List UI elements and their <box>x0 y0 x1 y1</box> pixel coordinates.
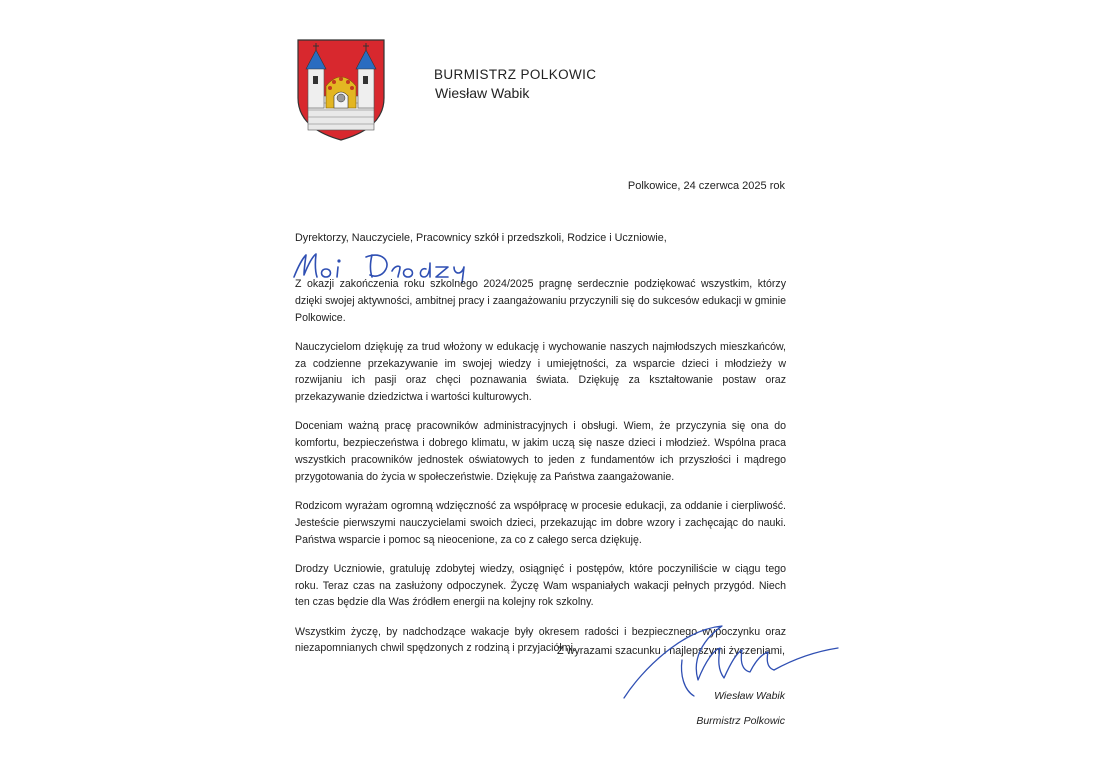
letter-body <box>295 276 786 669</box>
paragraph: Rodzicom wyrażam ogromną wdzięczność za współpracę w procesie edukacji, za oddanie i cierpliwość. Jesteście pierwszymi nauczycielami swoich dzieci, przekazując im dobre wzory i zachęcając do nauki. Państwa wsparcie i pomoc są nieocenione, za co z całego serca dziękuję. <box>295 499 786 546</box>
letterhead-title: BURMISTRZ POLKOWIC <box>434 67 597 82</box>
paragraph: Doceniam ważną pracę pracowników administracyjnych i obsługi. Wiem, że przyczynia się ona do komfortu, bezpieczeństwa i dobrego klimatu, w jakim uczą się nasze dzieci i młodzież. Wspólna praca wszystkich pracowników jednostek oświatowych to jeden z fundamentów ich przyszłości i mądrego przygotowania do życia w społeczeństwie. Dziękuję za Państwa zaangażowanie. <box>295 420 786 483</box>
paragraph: Drodzy Uczniowie, gratuluję zdobytej wiedzy, osiągnięć i postępów, które poczyniliście w ciągu tego roku. Teraz czas na zasłużony odpoczynek. Życzę Wam wspaniałych wakacji pełnych przygód. Niech ten czas będzie dla Was źródłem energii na kolejny rok szkolny. <box>295 562 786 609</box>
letter-greeting: Dyrektorzy, Nauczyciele, Pracownicy szkół i przedszkoli, Rodzice i Uczniowie, <box>295 232 667 244</box>
letter-closing: Z wyrazami szacunku i najlepszymi życzeniami, <box>557 645 785 657</box>
paragraph: Wszystkim życzę, by nadchodzące wakacje były okresem radości i bezpiecznego wypoczynku oraz niezapomnianych chwil spędzonych z rodziną i przyjaciółmi. <box>295 625 786 655</box>
letter-date: Polkowice, 24 czerwca 2025 rok <box>627 180 785 192</box>
letterhead-name: Wiesław Wabik <box>435 85 530 101</box>
signature-role: Burmistrz Polkowic <box>696 715 785 727</box>
paragraph: Z okazji zakończenia roku szkolnego 2024/2025 pragnę serdecznie podziękować wszystkim, którzy dzięki swojej aktywności, ambitnej pracy i zaangażowaniu przyczynili się do sukcesów edukacji w gminie Polkowice. <box>295 278 786 324</box>
signature-icon <box>622 620 842 700</box>
letterhead <box>434 66 596 103</box>
signature-name: Wiesław Wabik <box>714 690 785 702</box>
paragraph: Nauczycielom dziękuję za trud włożony w edukację i wychowanie naszych najmłodszych mieszkańców, za codzienne przekazywanie im swojej wiedzy i umiejętności, za wsparcie dzieci i młodzieży w rozwijaniu ich pasji oraz chęci poznawania świata. Dziękuję za kształtowanie postaw oraz przekazywanie dziedzictwa i wartości kulturowych. <box>295 340 786 404</box>
polkowice-coat-of-arms-icon <box>296 38 386 142</box>
